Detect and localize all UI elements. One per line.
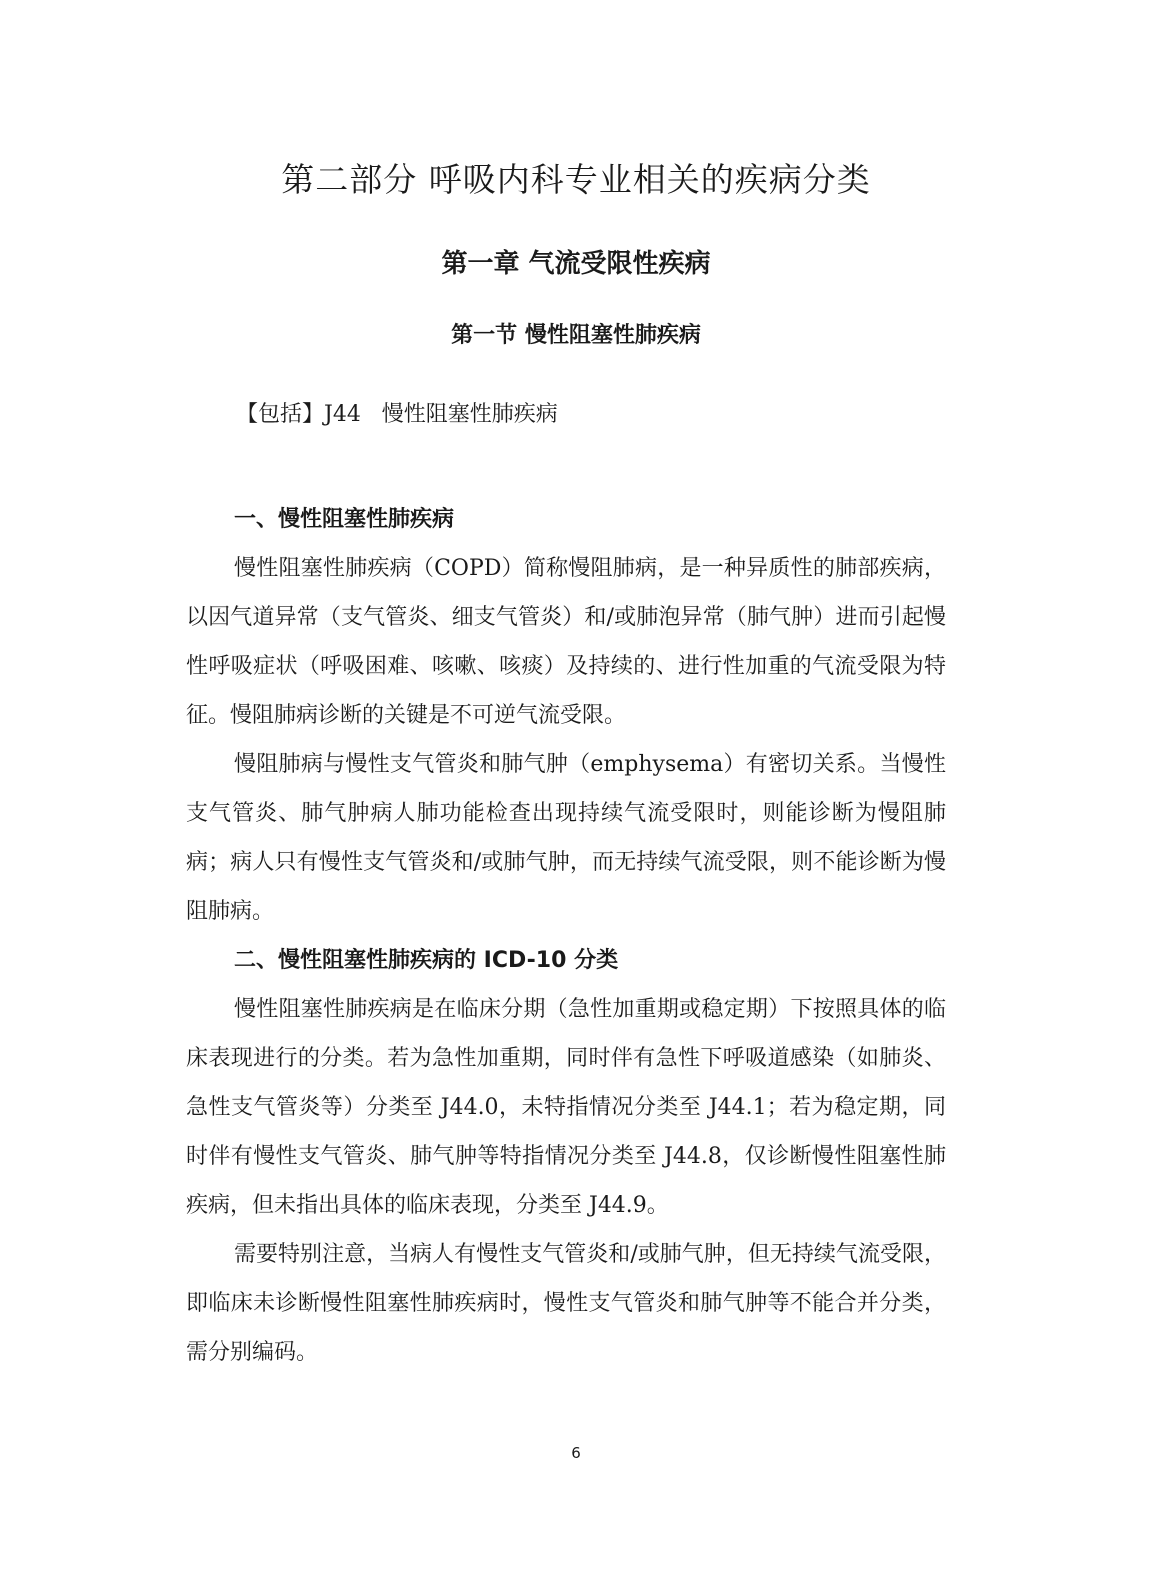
section-title: 第一节 慢性阻塞性肺疾病 <box>451 323 701 348</box>
subsection-heading-2: 二、慢性阻塞性肺疾病的 ICD-10 分类 <box>234 948 619 973</box>
paragraph: 需要特别注意，当病人有慢性支气管炎和/或肺气肿，但无持续气流受限，即临床未诊断慢性阻塞性肺疾病时，慢性支气管炎和肺气肿等不能合并分类，需分别编码。 <box>186 1242 946 1365</box>
paragraph: 慢性阻塞性肺疾病（COPD）简称慢阻肺病，是一种异质性的肺部疾病，以因气道异常（支气管炎、细支气管炎）和/或肺泡异常（肺气肿）进而引起慢性呼吸症状（呼吸困难、咳嗽、咳痰）及持续的、进行性加重的气流受限为特征。慢阻肺病诊断的关键是不可逆气流受限。 <box>186 556 946 728</box>
includes-line: 【包括】J44 慢性阻塞性肺疾病 <box>236 402 558 427</box>
page-number: 6 <box>571 1444 581 1462</box>
paragraph: 慢性阻塞性肺疾病是在临床分期（急性加重期或稳定期）下按照具体的临床表现进行的分类。若为急性加重期，同时伴有急性下呼吸道感染（如肺炎、急性支气管炎等）分类至 J44.0，未特指情况分类至 J44.1；若为稳定期，同时伴有慢性支气管炎、肺气肿等特指情况分类至 J44.8，仅诊断慢性阻塞性肺疾病，但未指出具体的临床表现，分类至 J44.9。 <box>186 997 946 1218</box>
chapter-title: 第一章 气流受限性疾病 <box>441 249 711 279</box>
subsection-heading-1: 一、慢性阻塞性肺疾病 <box>234 507 455 532</box>
paragraph: 慢阻肺病与慢性支气管炎和肺气肿（emphysema）有密切关系。当慢性支气管炎、肺气肿病人肺功能检查出现持续气流受限时，则能诊断为慢阻肺病；病人只有慢性支气管炎和/或肺气肿，而无持续气流受限，则不能诊断为慢阻肺病。 <box>186 752 946 924</box>
body-content <box>186 495 946 1377</box>
part-title: 第二部分 呼吸内科专业相关的疾病分类 <box>281 160 871 199</box>
